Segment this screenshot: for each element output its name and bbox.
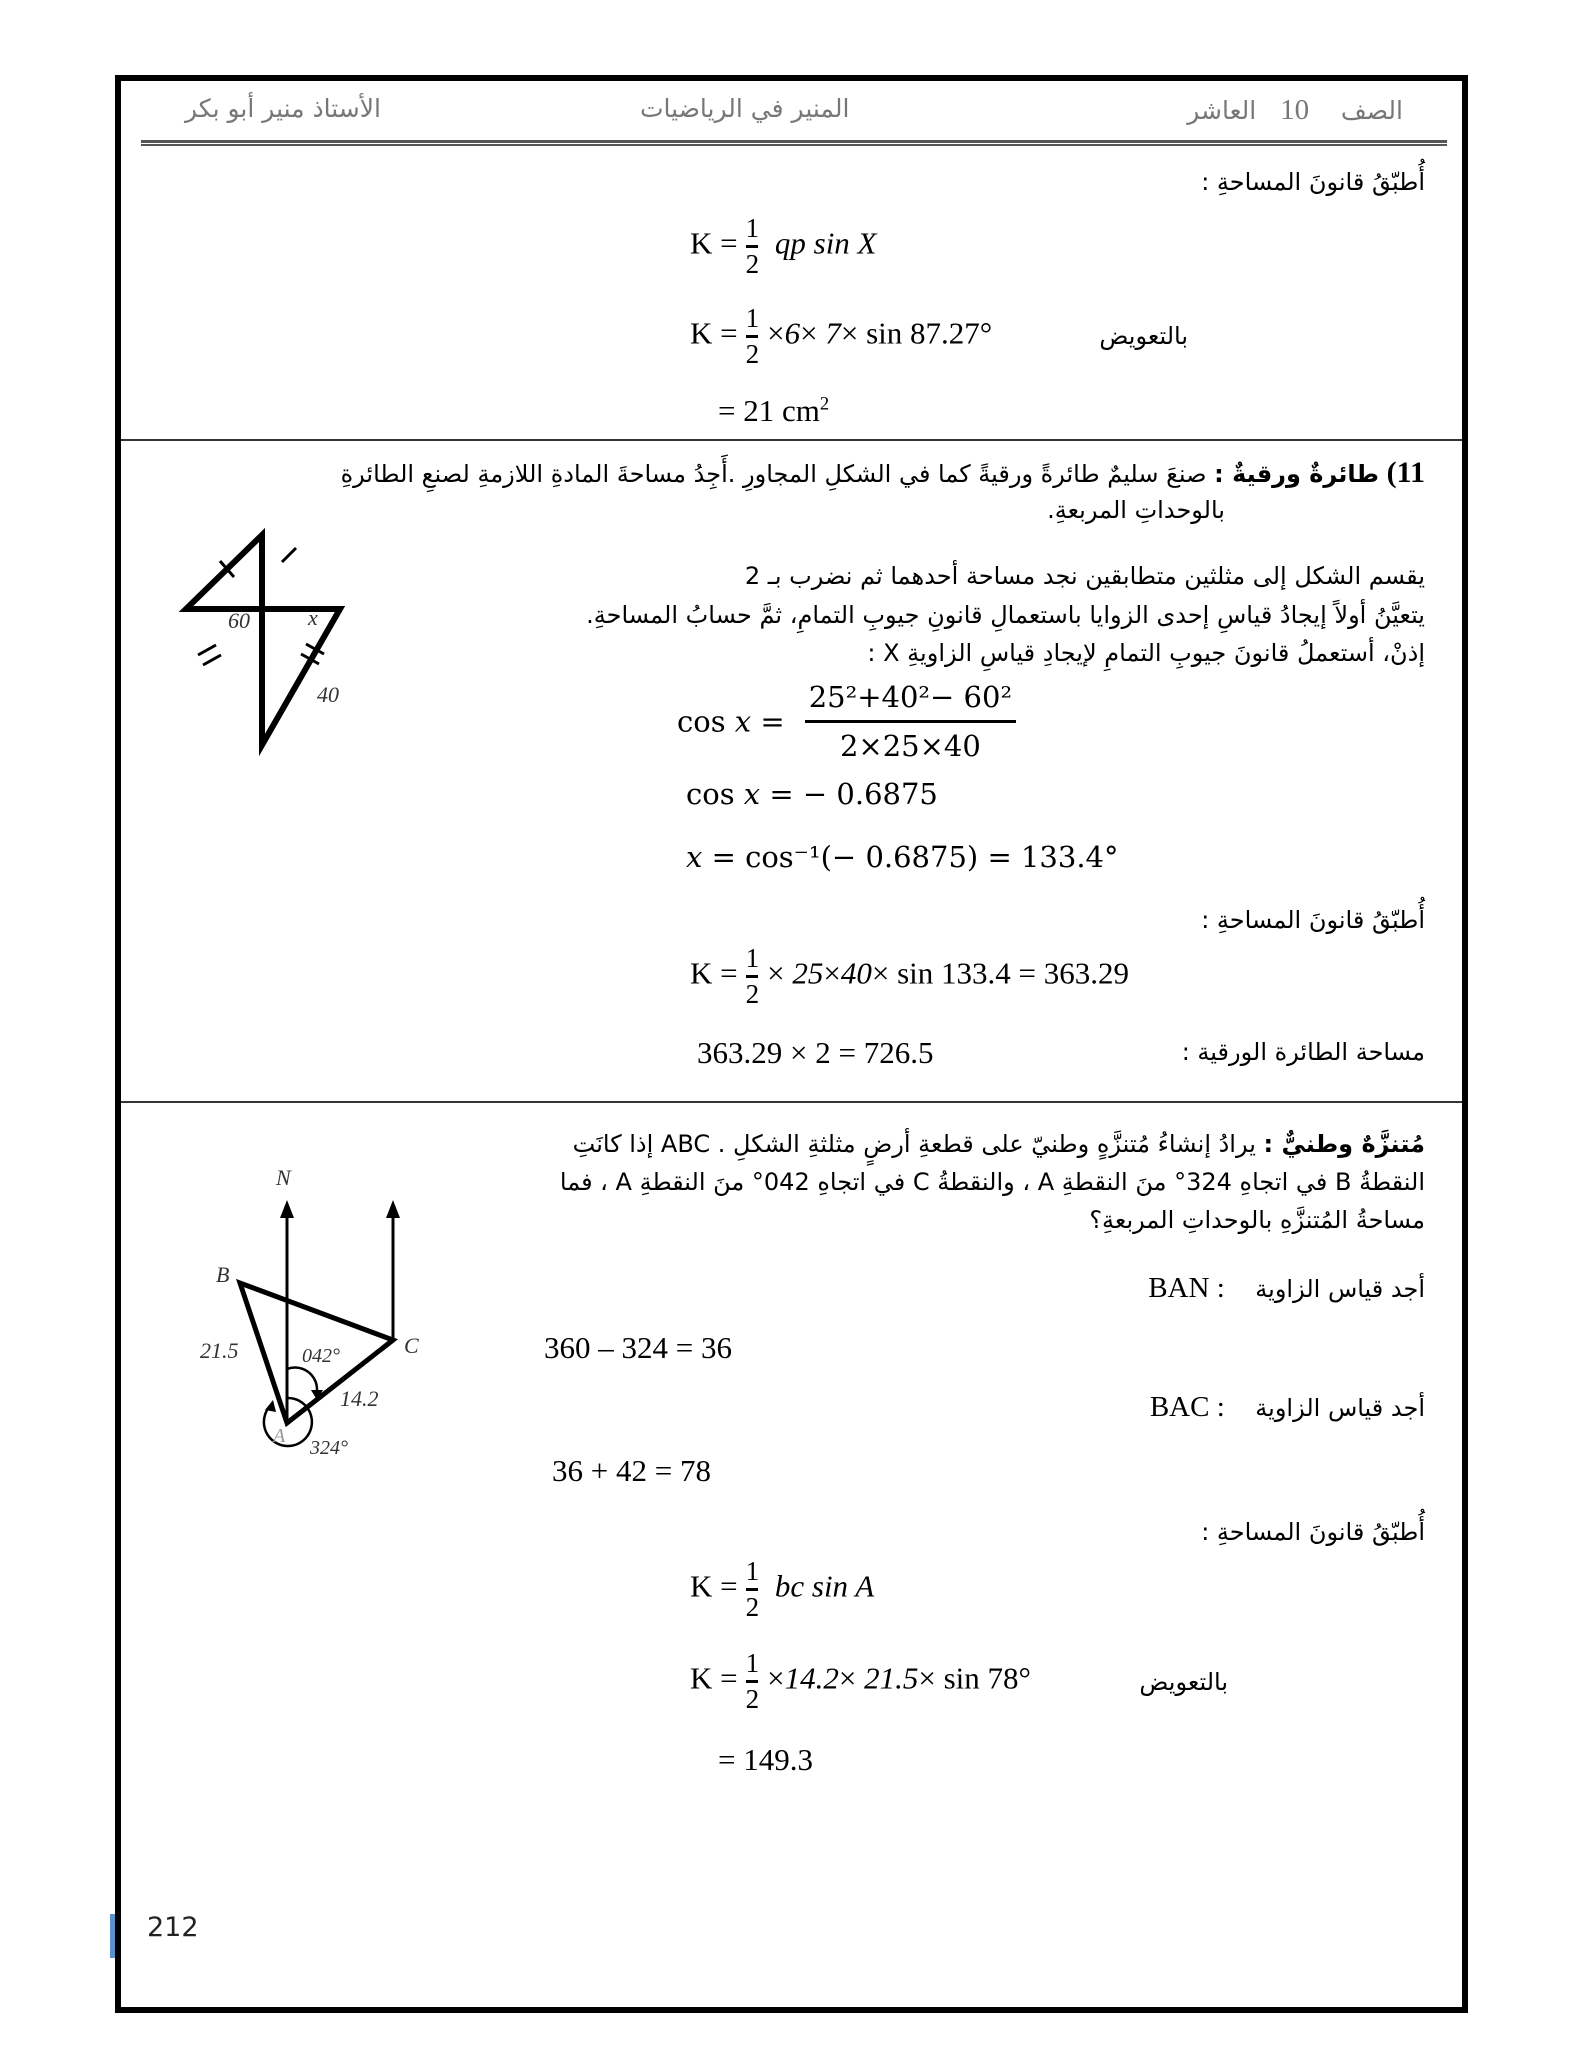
kite-area-formula	[690, 945, 1129, 1008]
grade-number: 10	[1280, 94, 1310, 126]
formula-lhs: K =	[690, 225, 738, 261]
sin-term: × sin 87.27°	[840, 315, 993, 351]
ban-calculation: 360 – 324 = 36	[544, 1330, 732, 1365]
substitution-label: بالتعويض	[1139, 1668, 1228, 1696]
author-name: الأستاذ منير أبو بكر	[185, 94, 381, 123]
area-formula	[690, 215, 877, 278]
times-sign: ×	[767, 955, 785, 991]
substitution-formula	[690, 305, 992, 368]
park-question-line2: النقطةُ B في اتجاهِ 324° منَ النقطةِ A ، والنقطةُ C في اتجاهِ 042° منَ النقطةِ A ، فما	[559, 1168, 1425, 1196]
section-divider	[121, 1101, 1462, 1103]
park-triangle-figure	[180, 1140, 440, 1460]
bearing-c-label: 042°	[302, 1345, 340, 1367]
formula-lhs: K =	[690, 1660, 738, 1696]
header-grade	[1187, 94, 1403, 127]
cosine-fraction	[805, 680, 1016, 763]
vertex-c-label: C	[404, 1333, 419, 1358]
fraction-den: 2	[745, 1592, 760, 1622]
times-sign: ×	[800, 315, 818, 351]
park-question-line3: مساحةُ المُتنزَّهِ بالوحداتِ المربعةِ؟	[1089, 1206, 1425, 1234]
park-question-line1	[573, 1130, 1425, 1158]
fraction-num: 1	[745, 943, 760, 973]
fraction-bar	[805, 720, 1016, 723]
page-accent-bar	[110, 1914, 115, 1958]
grade-label: الصف	[1340, 96, 1403, 125]
fraction-bar	[746, 975, 758, 978]
park-area-formula	[690, 1558, 874, 1621]
fraction-den: 2×25×40	[839, 729, 981, 763]
formula-lhs: K =	[690, 1568, 738, 1604]
value-q: 6	[784, 315, 801, 351]
fraction-num: 25²+40²− 60²	[808, 680, 1013, 714]
kite-question-line1	[341, 456, 1425, 490]
variable-x: x	[686, 840, 703, 874]
bearing-arc-c	[287, 1367, 317, 1390]
result-exponent: 2	[819, 393, 830, 415]
explain-line1: يقسم الشكل إلى مثلثين متطابقين نجد مساحة أحدهما ثم نضرب بـ 2	[744, 562, 1425, 590]
question-number: 11)	[1386, 456, 1425, 489]
find-ban-heading	[1148, 1272, 1425, 1305]
fraction-half	[746, 1650, 760, 1713]
value-side-a: 25	[792, 955, 824, 991]
inverse-cos-result: = cos⁻¹(− 0.6875) = 133.4°	[702, 840, 1119, 874]
tick-mark	[203, 655, 221, 665]
sin-term: × sin 133.4 = 363.29	[871, 955, 1129, 991]
apply-area-law-heading: أُطبّقُ قانونَ المساحةِ :	[1201, 168, 1425, 196]
label-angle-x: x	[308, 605, 318, 630]
sin-term: × sin 78°	[918, 1660, 1031, 1696]
result-value: = 21 cm	[718, 393, 820, 428]
question-text: صنعَ سليمٌ طائرةً ورقيةً كما في الشكلِ المجاورِ .أَجِدُ مساحةَ المادةِ اللازمةِ لصنعِ الطائرةِ	[340, 460, 1207, 488]
formula-lhs: K =	[690, 955, 738, 991]
times-sign: ×	[823, 955, 841, 991]
side-ab-label: 21.5	[200, 1338, 239, 1363]
park-area-result: = 149.3	[718, 1742, 813, 1777]
vertex-a-label: A	[273, 1425, 286, 1447]
angle-ban: : BAN	[1148, 1272, 1225, 1304]
tick-mark	[198, 645, 216, 655]
apply-area-law-heading: أُطبّقُ قانونَ المساحةِ :	[1201, 1518, 1425, 1546]
fraction-den: 2	[745, 249, 760, 279]
fraction-bar	[746, 245, 758, 248]
question-title: مُتنزَّهٌ وطنيٌّ :	[1263, 1130, 1425, 1158]
kite-total-area: 363.29 × 2 = 726.5	[697, 1035, 934, 1070]
header-double-rule	[141, 140, 1447, 146]
fraction-num: 1	[745, 213, 760, 243]
kite-question-line2: بالوحداتِ المربعةِ.	[1047, 496, 1225, 524]
question-title: طائرةٌ ورقيةٌ :	[1214, 460, 1379, 488]
formula-lhs: K =	[690, 315, 738, 351]
times-sign: ×	[767, 315, 785, 351]
park-substitution-formula	[690, 1650, 1031, 1713]
fraction-bar	[746, 335, 758, 338]
grade-name: العاشر	[1187, 96, 1257, 125]
bac-calculation: 36 + 42 = 78	[552, 1453, 711, 1488]
kite-figure	[160, 515, 380, 765]
find-bac-heading	[1150, 1391, 1425, 1424]
fraction-half	[746, 945, 760, 1008]
label-diagonal: 60	[228, 608, 250, 633]
fraction-bar	[746, 1588, 758, 1591]
value-p: 7	[825, 315, 841, 351]
page-number: 212	[147, 1912, 199, 1943]
substitution-label: بالتعويض	[1099, 322, 1188, 350]
section-divider	[121, 439, 1462, 441]
times-sign: ×	[838, 1660, 857, 1696]
fraction-num: 1	[745, 1648, 760, 1678]
apply-area-law-heading: أُطبّقُ قانونَ المساحةِ :	[1201, 906, 1425, 934]
value-b: 14.2	[784, 1660, 839, 1696]
arrowhead-icon	[265, 1400, 276, 1412]
arrowhead-icon	[386, 1200, 400, 1218]
arrowhead-icon	[280, 1200, 294, 1218]
fraction-den: 2	[745, 979, 760, 1009]
bearing-b-label: 324°	[310, 1437, 348, 1459]
find-angle-text: أجد قياس الزاوية	[1255, 1275, 1425, 1303]
value-c: 21.5	[864, 1660, 919, 1696]
kite-total-label: مساحة الطائرة الورقية :	[1181, 1038, 1425, 1066]
formula-rest: bc sin A	[774, 1568, 875, 1604]
formula-rest: qp sin X	[774, 225, 877, 261]
fraction-den: 2	[745, 339, 760, 369]
fraction-den: 2	[745, 1684, 760, 1714]
fraction-half	[746, 305, 760, 368]
angle-bac: : BAC	[1149, 1391, 1225, 1423]
angle-x-value	[686, 840, 1118, 874]
area-result	[718, 393, 829, 429]
fraction-half	[746, 215, 760, 278]
explain-line2: يتعيَّنُ أولاً إيجادُ قياسِ إحدى الزوايا باستعمالِ قانونِ جيوبِ التمامِ، ثمَّ حسابُ المساحةِ.	[586, 601, 1425, 629]
find-angle-text: أجد قياس الزاوية	[1255, 1394, 1425, 1422]
side-ac-label: 14.2	[340, 1386, 379, 1411]
fraction-bar	[746, 1680, 758, 1683]
times-sign: ×	[767, 1660, 785, 1696]
cosine-law-formula	[677, 680, 1016, 763]
fraction-num: 1	[745, 1556, 760, 1586]
explain-line3: إذنْ، أستعملُ قانونَ جيوبِ التمامِ لإيجادِ قياسِ الزاويةِ X :	[867, 639, 1425, 667]
fraction-half	[746, 1558, 760, 1621]
tick-mark	[282, 548, 296, 562]
book-title: المنير في الرياضيات	[640, 94, 850, 123]
cosine-value: cos 𝑥 = − 0.6875	[686, 777, 938, 811]
fraction-num: 1	[745, 303, 760, 333]
label-side: 40	[317, 682, 339, 707]
formula-lhs: cos 𝑥 =	[677, 704, 785, 739]
vertex-b-label: B	[216, 1262, 230, 1287]
north-label: N	[276, 1165, 291, 1190]
value-side-b: 40	[840, 955, 872, 991]
question-text: يرادُ إنشاءُ مُتنزَّهٍ وطنيّ على قطعةِ أرضٍ مثلثةِ الشكلِ . ABC إذا كانَتِ	[572, 1130, 1256, 1158]
